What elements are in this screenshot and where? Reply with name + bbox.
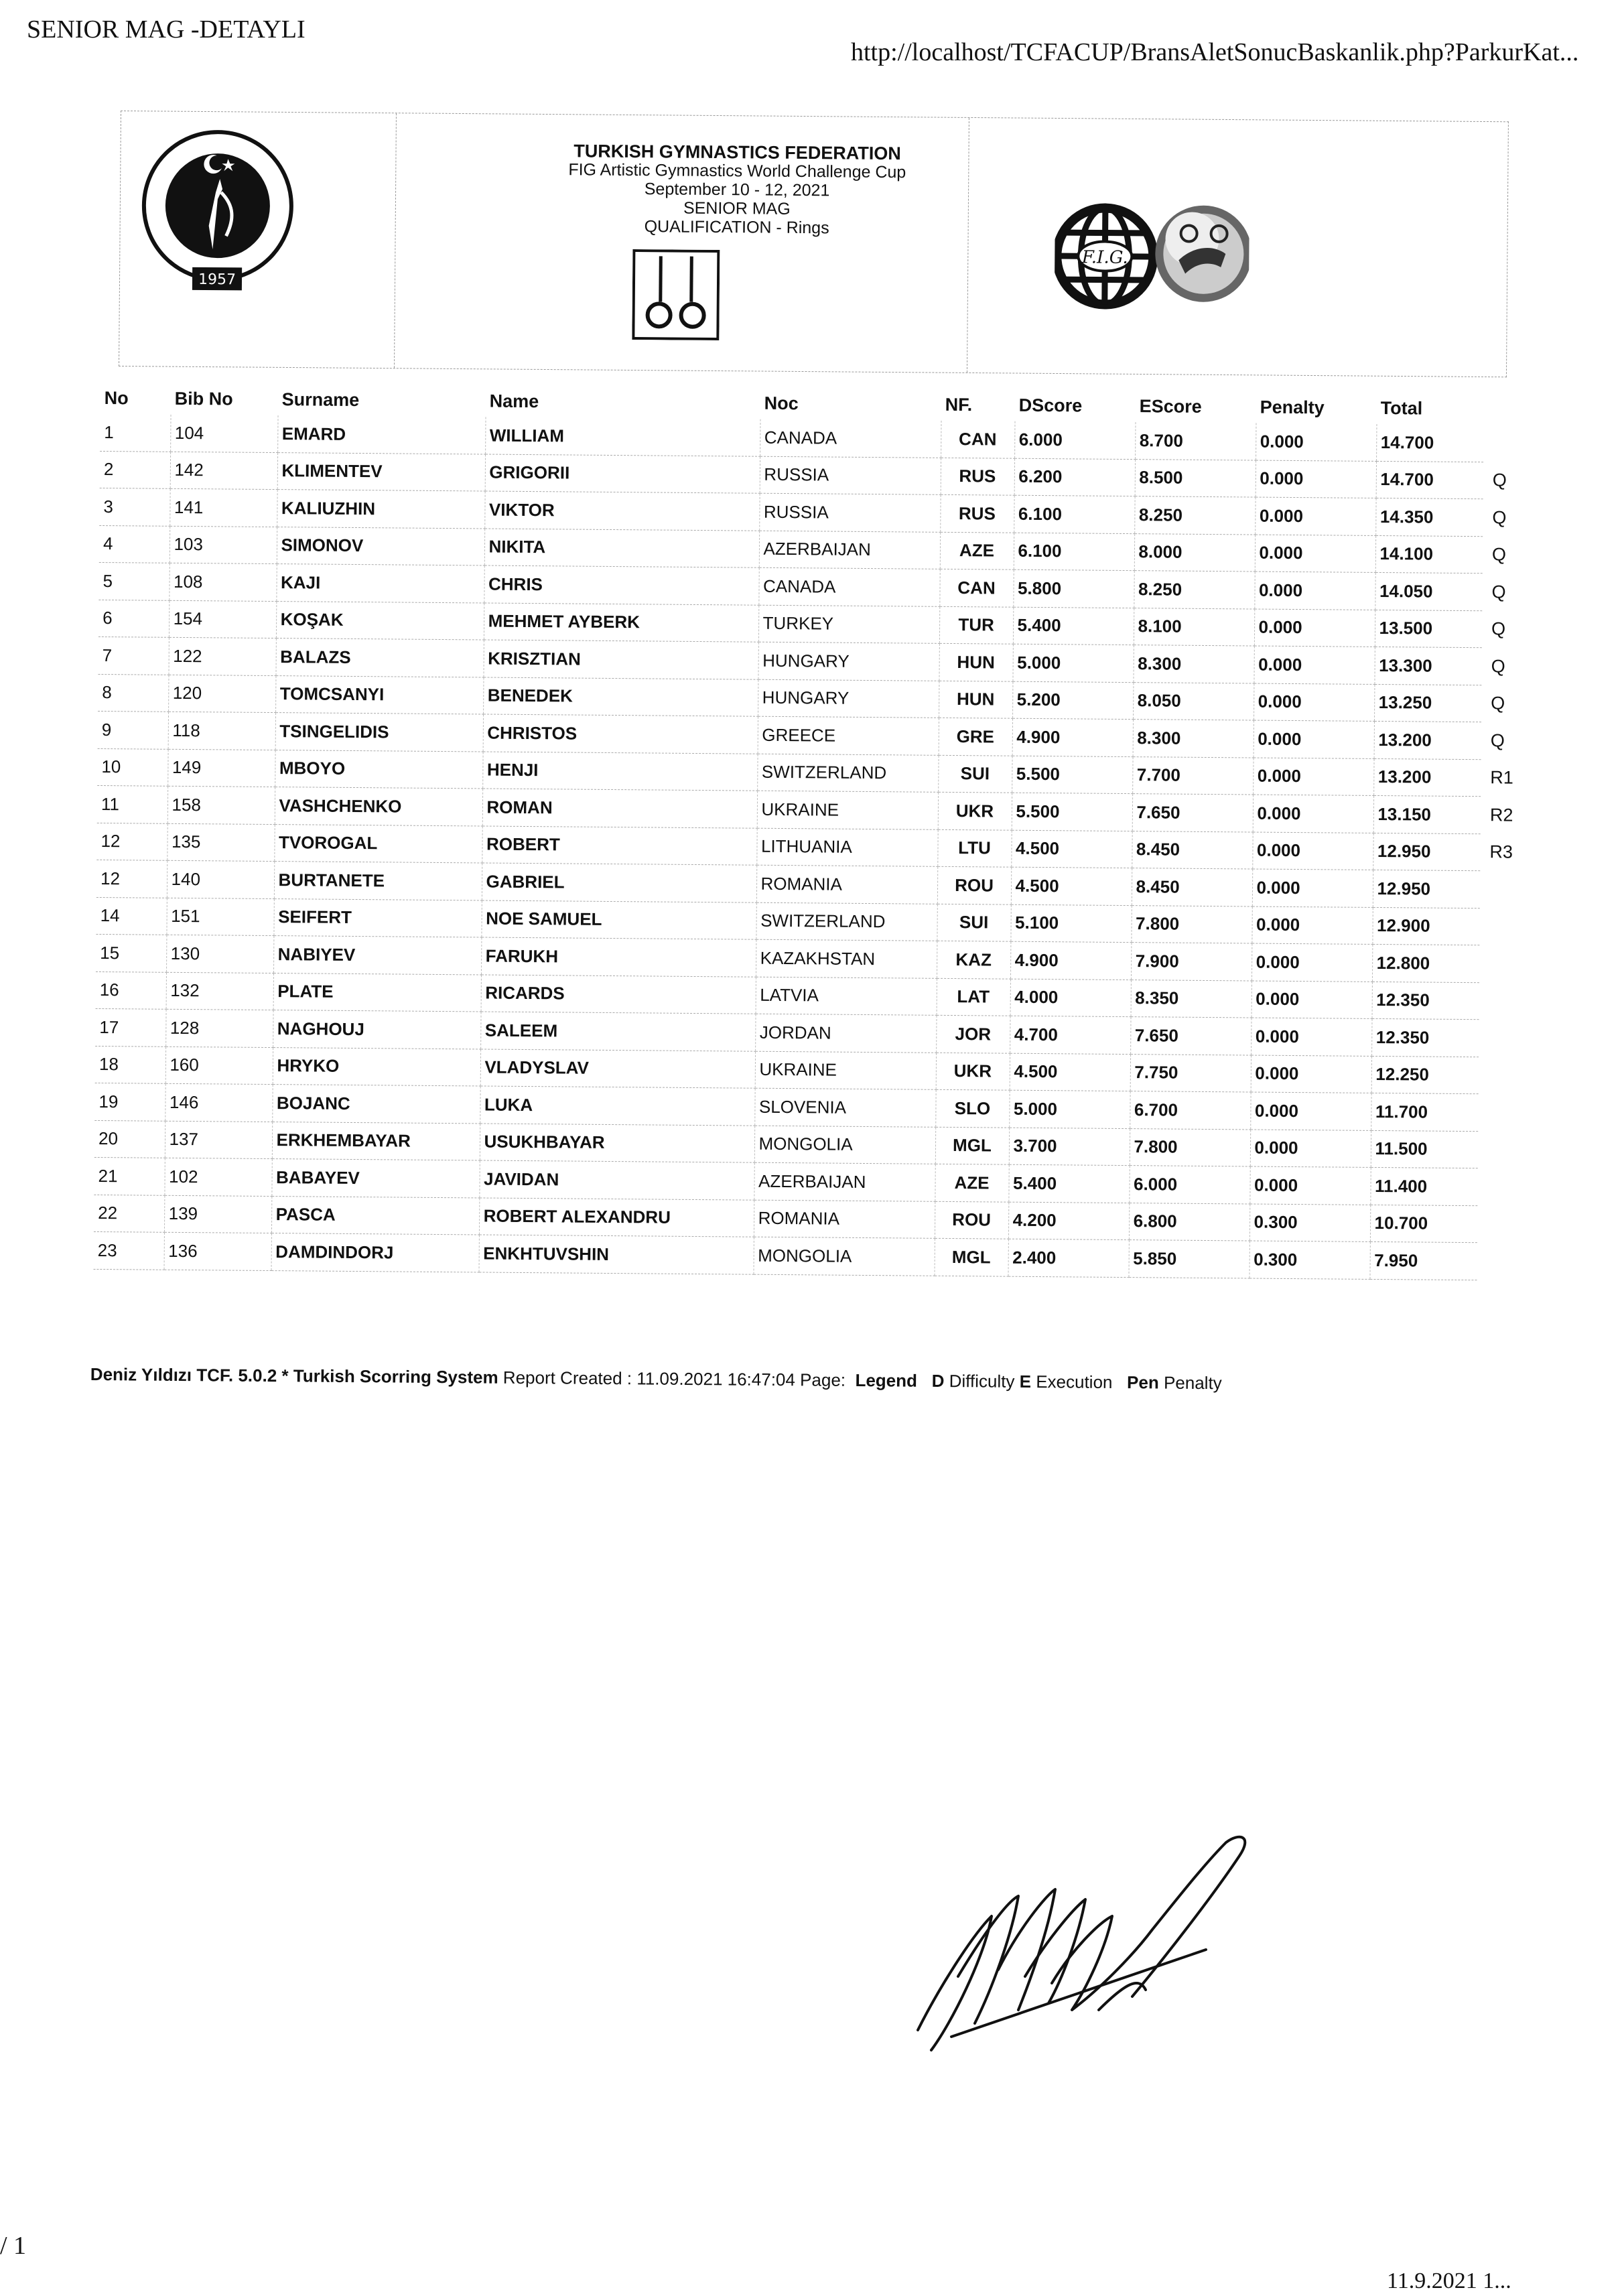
- row-qual: Q: [1491, 582, 1506, 602]
- event-category: SENIOR MAG: [683, 198, 791, 218]
- row-no: 3: [99, 488, 170, 525]
- row-qual: [1477, 1205, 1531, 1243]
- row-dscore: 6.200: [1014, 458, 1135, 496]
- legend-d-text: Difficulty: [949, 1371, 1015, 1392]
- row-penalty: 0.000: [1254, 720, 1374, 758]
- col-escore: EScore: [1139, 396, 1202, 417]
- row-bib: 142: [170, 452, 277, 490]
- row-name: HENJI: [482, 751, 757, 791]
- row-escore: 7.900: [1131, 943, 1251, 981]
- row-dscore: 4.500: [1011, 830, 1132, 868]
- row-dscore: 5.500: [1012, 793, 1132, 831]
- row-bib: 149: [167, 749, 275, 787]
- row-bib: 108: [169, 563, 276, 601]
- row-name: RICARDS: [481, 974, 756, 1014]
- row-bib: 140: [167, 860, 274, 898]
- event-phase: QUALIFICATION - Rings: [644, 217, 829, 238]
- row-surname: PASCA: [271, 1196, 479, 1235]
- row-no: 22: [94, 1195, 164, 1232]
- row-nf: AZE: [935, 1164, 1008, 1201]
- row-penalty: 0.000: [1254, 646, 1374, 684]
- row-qual: Q: [1491, 618, 1506, 639]
- row-surname: BALAZS: [275, 638, 483, 677]
- row-surname: BURTANETE: [274, 862, 482, 900]
- row-name: KRISZTIAN: [483, 640, 758, 679]
- event-name: FIG Artistic Gymnastics World Challenge Cup: [568, 160, 906, 182]
- row-noc: TURKEY: [758, 605, 939, 644]
- row-noc: AZERBAIJAN: [759, 531, 940, 569]
- row-dscore: 4.000: [1010, 979, 1131, 1017]
- row-no: 6: [98, 600, 169, 637]
- row-nf: SUI: [937, 904, 1010, 941]
- row-qual: Q: [1491, 656, 1505, 677]
- row-bib: 128: [165, 1009, 273, 1047]
- col-total: Total: [1380, 398, 1423, 419]
- row-penalty: 0.000: [1253, 795, 1373, 833]
- col-dscore: DScore: [1018, 395, 1083, 416]
- row-name: VIKTOR: [484, 491, 759, 531]
- row-bib: 130: [166, 935, 273, 973]
- row-penalty: 0.000: [1252, 832, 1373, 870]
- row-escore: 8.300: [1133, 720, 1254, 758]
- tcf-logo: [133, 125, 302, 300]
- row-penalty: 0.000: [1249, 1166, 1370, 1205]
- row-total: 14.050: [1375, 572, 1482, 610]
- row-dscore: 6.000: [1014, 421, 1135, 459]
- row-nf: RUS: [940, 494, 1014, 532]
- row-escore: 7.750: [1130, 1054, 1251, 1092]
- row-escore: 7.800: [1131, 905, 1251, 943]
- report-header: [119, 111, 1509, 377]
- row-name: VLADYSLAV: [480, 1049, 755, 1088]
- row-penalty: 0.000: [1254, 609, 1375, 647]
- row-escore: 8.250: [1134, 571, 1254, 609]
- row-qual: [1477, 1168, 1531, 1206]
- row-escore: 5.850: [1128, 1240, 1249, 1278]
- row-nf: SUI: [938, 755, 1012, 793]
- row-total: 12.350: [1372, 982, 1479, 1020]
- row-name: JAVIDAN: [479, 1160, 754, 1200]
- row-no: 9: [98, 711, 168, 748]
- row-total: 7.950: [1369, 1241, 1477, 1280]
- row-escore: 7.650: [1132, 794, 1253, 832]
- row-penalty: 0.000: [1250, 1130, 1371, 1168]
- row-surname: HRYKO: [273, 1047, 480, 1086]
- row-nf: ROU: [935, 1201, 1008, 1239]
- row-total: 14.700: [1376, 424, 1483, 462]
- row-qual: [1479, 1020, 1532, 1057]
- row-qual: R1: [1490, 767, 1513, 788]
- row-bib: 122: [168, 637, 275, 675]
- row-noc: JORDAN: [755, 1014, 936, 1053]
- row-total: 12.950: [1373, 833, 1480, 871]
- row-name: GRIGORII: [485, 454, 760, 494]
- row-total: 13.500: [1375, 610, 1482, 648]
- row-total: 11.400: [1370, 1167, 1477, 1205]
- row-no: 1: [100, 414, 170, 452]
- row-bib: 102: [164, 1158, 271, 1196]
- federation-name: TURKISH GYMNASTICS FEDERATION: [573, 141, 901, 164]
- row-escore: 8.700: [1135, 422, 1256, 460]
- legend-pen-key: Pen: [1126, 1372, 1159, 1393]
- row-penalty: 0.000: [1253, 758, 1373, 796]
- row-name: FARUKH: [481, 937, 756, 977]
- row-penalty: 0.000: [1252, 869, 1373, 907]
- row-no: 10: [97, 748, 167, 786]
- row-total: 14.350: [1375, 498, 1483, 536]
- row-noc: HUNGARY: [758, 679, 939, 718]
- row-total: 14.700: [1376, 461, 1483, 499]
- row-escore: 7.650: [1130, 1017, 1251, 1055]
- row-penalty: 0.000: [1251, 981, 1372, 1019]
- row-surname: KALIUZHIN: [277, 490, 484, 529]
- col-noc: Noc: [764, 393, 799, 414]
- row-qual: Q: [1491, 544, 1507, 565]
- row-penalty: 0.000: [1254, 683, 1374, 722]
- row-surname: MBOYO: [275, 750, 482, 789]
- row-name: CHRISTOS: [483, 714, 758, 754]
- row-qual: [1479, 945, 1533, 983]
- row-surname: TVOROGAL: [274, 824, 482, 863]
- row-nf: MGL: [935, 1127, 1009, 1164]
- row-penalty: 0.000: [1251, 943, 1372, 982]
- row-noc: RUSSIA: [760, 456, 941, 495]
- row-dscore: 4.700: [1010, 1016, 1130, 1054]
- print-title: SENIOR MAG -DETAYLI: [27, 15, 306, 44]
- row-qual: [1479, 1057, 1532, 1094]
- row-dscore: 6.100: [1014, 533, 1134, 571]
- row-bib: 118: [168, 712, 275, 750]
- row-noc: SLOVENIA: [754, 1088, 935, 1127]
- rings-icon: [632, 249, 720, 340]
- row-name: USUKHBAYAR: [480, 1123, 754, 1162]
- row-penalty: 0.000: [1251, 1018, 1371, 1056]
- row-name: SALEEM: [480, 1012, 755, 1051]
- row-penalty: 0.000: [1254, 571, 1375, 610]
- row-no: 12: [96, 860, 167, 897]
- row-surname: KLIMENTEV: [277, 452, 485, 491]
- row-nf: LTU: [937, 829, 1011, 867]
- row-surname: SEIFERT: [273, 898, 481, 937]
- row-total: 13.250: [1374, 684, 1481, 722]
- row-no: 21: [94, 1157, 164, 1195]
- event-dates: September 10 - 12, 2021: [644, 180, 830, 200]
- row-penalty: 0.000: [1250, 1092, 1371, 1130]
- row-dscore: 4.900: [1010, 941, 1131, 980]
- row-qual: [1483, 425, 1537, 462]
- row-noc: MONGOLIA: [754, 1126, 935, 1164]
- col-no: No: [104, 388, 129, 409]
- row-name: ENKHTUVSHIN: [479, 1235, 754, 1274]
- legend-d-key: D: [931, 1370, 945, 1392]
- row-penalty: 0.300: [1249, 1241, 1369, 1279]
- row-no: 15: [96, 934, 166, 971]
- row-bib: 146: [165, 1083, 272, 1122]
- row-escore: 6.700: [1130, 1091, 1250, 1130]
- row-noc: KAZAKHSTAN: [756, 939, 937, 978]
- row-no: 16: [96, 971, 166, 1009]
- row-nf: LAT: [937, 978, 1010, 1016]
- row-surname: NABIYEV: [273, 936, 481, 975]
- row-nf: JOR: [936, 1015, 1010, 1053]
- row-qual: Q: [1492, 470, 1507, 490]
- row-noc: CANADA: [760, 419, 941, 458]
- row-dscore: 5.400: [1013, 607, 1134, 645]
- row-total: 13.200: [1373, 758, 1481, 797]
- row-escore: 7.700: [1132, 756, 1253, 795]
- row-dscore: 4.900: [1012, 718, 1133, 756]
- row-no: 2: [100, 451, 170, 488]
- row-escore: 8.000: [1134, 533, 1255, 571]
- row-qual: [1480, 871, 1534, 908]
- row-surname: ERKHEMBAYAR: [272, 1122, 480, 1160]
- row-dscore: 3.700: [1009, 1128, 1130, 1166]
- row-no: 19: [94, 1083, 165, 1120]
- row-noc: SWITZERLAND: [757, 754, 938, 793]
- row-surname: VASHCHENKO: [275, 787, 482, 826]
- row-noc: MONGOLIA: [753, 1237, 934, 1276]
- row-escore: 7.800: [1130, 1128, 1250, 1166]
- results-table: [94, 375, 1513, 1280]
- signature: [911, 1822, 1273, 2070]
- row-noc: UKRAINE: [755, 1051, 936, 1090]
- row-escore: 8.250: [1134, 496, 1255, 535]
- fig-logo: [1054, 159, 1249, 354]
- col-penalty: Penalty: [1260, 397, 1325, 418]
- row-name: GABRIEL: [482, 863, 756, 902]
- row-noc: ROMANIA: [754, 1200, 935, 1239]
- row-surname: BABAYEV: [271, 1159, 479, 1198]
- row-dscore: 5.800: [1013, 569, 1134, 608]
- col-name: Name: [489, 391, 539, 412]
- row-name: BENEDEK: [483, 677, 758, 717]
- bottom-date: 11.9.2021 1...: [1387, 2269, 1511, 2293]
- row-name: LUKA: [480, 1086, 754, 1126]
- row-total: 11.500: [1371, 1130, 1478, 1168]
- row-dscore: 6.100: [1014, 495, 1134, 533]
- row-surname: TOMCSANYI: [275, 675, 483, 714]
- row-name: CHRIS: [484, 565, 758, 605]
- row-no: 4: [99, 525, 170, 563]
- row-name: ROBERT: [482, 825, 756, 865]
- fig-logo-text: F.I.G.: [1081, 247, 1128, 268]
- row-no: 11: [97, 785, 167, 823]
- col-nf: NF.: [945, 394, 973, 415]
- row-total: 12.800: [1372, 944, 1479, 982]
- row-surname: DAMDINDORJ: [271, 1233, 479, 1272]
- row-nf: AZE: [940, 532, 1014, 569]
- row-dscore: 5.100: [1010, 904, 1131, 943]
- row-no: 14: [96, 897, 166, 935]
- row-total: 12.900: [1372, 907, 1479, 945]
- row-bib: 120: [168, 675, 275, 713]
- row-nf: CAN: [939, 569, 1013, 606]
- row-noc: HUNGARY: [758, 642, 939, 681]
- row-dscore: 5.200: [1012, 681, 1133, 720]
- col-bib: Bib No: [174, 388, 233, 409]
- row-nf: UKR: [938, 792, 1012, 829]
- row-bib: 139: [164, 1195, 271, 1233]
- row-nf: HUN: [939, 681, 1012, 718]
- row-qual: [1479, 908, 1533, 945]
- row-no: 23: [94, 1231, 164, 1269]
- report-footer: [90, 1364, 1222, 1394]
- row-surname: NAGHOUJ: [273, 1010, 480, 1049]
- row-penalty: 0.000: [1256, 460, 1376, 498]
- header-divider-left: [394, 113, 397, 368]
- page-marker: / 1: [0, 2232, 27, 2260]
- row-dscore: 5.500: [1012, 756, 1132, 794]
- row-no: 20: [94, 1120, 165, 1158]
- row-no: 17: [95, 1008, 165, 1046]
- row-qual: Q: [1492, 507, 1507, 528]
- row-surname: EMARD: [277, 415, 485, 454]
- row-escore: 8.500: [1135, 459, 1256, 497]
- row-penalty: 0.000: [1255, 535, 1375, 573]
- row-nf: CAN: [941, 421, 1014, 458]
- event-info: [402, 140, 1073, 239]
- row-nf: RUS: [941, 458, 1014, 495]
- row-nf: ROU: [937, 866, 1011, 904]
- row-nf: MGL: [934, 1238, 1008, 1276]
- row-noc: RUSSIA: [759, 493, 940, 532]
- row-nf: KAZ: [937, 941, 1010, 978]
- tcf-logo-year: 1957: [198, 271, 236, 289]
- print-url: http://localhost/TCFACUP/BransAletSonucBaskanlik.php?ParkurKat...: [851, 38, 1579, 66]
- row-dscore: 2.400: [1008, 1239, 1128, 1277]
- row-escore: 6.800: [1129, 1203, 1249, 1241]
- row-total: 13.150: [1373, 795, 1481, 833]
- row-bib: 136: [164, 1232, 271, 1270]
- row-dscore: 5.400: [1008, 1164, 1129, 1203]
- row-total: 12.250: [1371, 1056, 1479, 1094]
- row-name: NOE SAMUEL: [481, 900, 756, 939]
- table-body: [94, 414, 1538, 1280]
- row-bib: 104: [170, 415, 277, 452]
- row-penalty: 0.000: [1256, 423, 1376, 461]
- row-nf: HUN: [939, 643, 1012, 681]
- row-noc: LITHUANIA: [756, 828, 937, 867]
- row-total: 13.200: [1374, 721, 1481, 759]
- row-name: ROBERT ALEXANDRU: [479, 1197, 754, 1237]
- row-escore: 8.300: [1133, 645, 1254, 683]
- row-surname: SIMONOV: [277, 527, 484, 565]
- row-escore: 8.450: [1132, 831, 1252, 869]
- row-surname: TSINGELIDIS: [275, 713, 483, 752]
- row-bib: 132: [166, 972, 273, 1010]
- row-no: 8: [98, 674, 168, 712]
- row-surname: KOŞAK: [276, 601, 484, 640]
- row-bib: 154: [169, 600, 276, 638]
- row-bib: 137: [165, 1121, 272, 1159]
- row-penalty: 0.300: [1249, 1204, 1370, 1242]
- row-no: 7: [98, 636, 168, 674]
- footer-system: Deniz Yıldızı TCF. 5.0.2 * Turkish Scorring System: [90, 1364, 498, 1388]
- row-noc: LATVIA: [756, 977, 937, 1016]
- row-surname: BOJANC: [272, 1085, 480, 1124]
- row-name: NIKITA: [484, 529, 759, 568]
- row-noc: SWITZERLAND: [756, 902, 937, 941]
- row-noc: ROMANIA: [756, 865, 937, 904]
- row-bib: 103: [170, 526, 277, 564]
- row-surname: PLATE: [273, 973, 481, 1012]
- row-nf: GRE: [939, 718, 1012, 755]
- row-bib: 151: [166, 898, 273, 936]
- row-qual: [1479, 982, 1533, 1020]
- row-noc: UKRAINE: [757, 791, 938, 829]
- row-escore: 8.450: [1132, 868, 1252, 906]
- row-total: 14.100: [1375, 535, 1483, 574]
- row-qual: Q: [1490, 730, 1505, 751]
- row-escore: 8.100: [1134, 608, 1254, 646]
- row-penalty: 0.000: [1251, 1055, 1371, 1093]
- row-name: WILLIAM: [485, 417, 760, 456]
- row-total: 10.700: [1370, 1205, 1477, 1243]
- row-noc: GREECE: [758, 716, 939, 755]
- col-qual: [1483, 386, 1537, 425]
- row-bib: 158: [167, 786, 275, 824]
- col-surname: Surname: [281, 389, 360, 411]
- row-penalty: 0.000: [1251, 906, 1372, 945]
- row-qual: Q: [1491, 693, 1505, 714]
- footer-legend-label: Legend: [855, 1369, 918, 1391]
- row-no: 5: [98, 562, 169, 600]
- row-total: 12.350: [1371, 1018, 1479, 1057]
- row-bib: 135: [167, 823, 274, 862]
- row-name: MEHMET AYBERK: [484, 603, 758, 643]
- legend-e-key: E: [1019, 1371, 1032, 1392]
- row-total: 11.700: [1371, 1093, 1478, 1131]
- row-nf: UKR: [936, 1053, 1010, 1090]
- row-qual: R2: [1489, 805, 1513, 825]
- row-escore: 8.350: [1131, 980, 1251, 1018]
- row-qual: R3: [1489, 841, 1513, 862]
- row-nf: SLO: [935, 1089, 1009, 1127]
- row-dscore: 5.000: [1012, 644, 1133, 682]
- legend-e-text: Execution: [1036, 1371, 1113, 1392]
- row-noc: AZERBAIJAN: [754, 1162, 935, 1201]
- row-nf: TUR: [939, 606, 1013, 644]
- row-total: 12.950: [1373, 870, 1480, 908]
- row-penalty: 0.000: [1255, 497, 1375, 535]
- legend-pen-text: Penalty: [1163, 1372, 1222, 1394]
- row-dscore: 4.200: [1008, 1202, 1129, 1240]
- row-name: ROMAN: [482, 789, 757, 828]
- row-escore: 6.000: [1129, 1166, 1249, 1204]
- row-escore: 8.050: [1133, 682, 1254, 720]
- row-noc: CANADA: [758, 567, 939, 606]
- row-total: 13.300: [1374, 647, 1481, 685]
- row-qual: [1477, 1243, 1530, 1280]
- row-bib: 141: [170, 488, 277, 527]
- row-dscore: 4.500: [1010, 1053, 1130, 1091]
- row-dscore: 4.500: [1011, 867, 1132, 905]
- row-qual: [1478, 1131, 1532, 1168]
- row-no: 12: [96, 823, 167, 860]
- row-dscore: 5.000: [1009, 1090, 1130, 1128]
- row-surname: KAJI: [276, 564, 484, 603]
- row-qual: [1478, 1094, 1532, 1132]
- footer-created: Report Created : 11.09.2021 16:47:04 Page:: [502, 1367, 846, 1390]
- row-no: 18: [95, 1046, 165, 1083]
- row-bib: 160: [165, 1047, 273, 1085]
